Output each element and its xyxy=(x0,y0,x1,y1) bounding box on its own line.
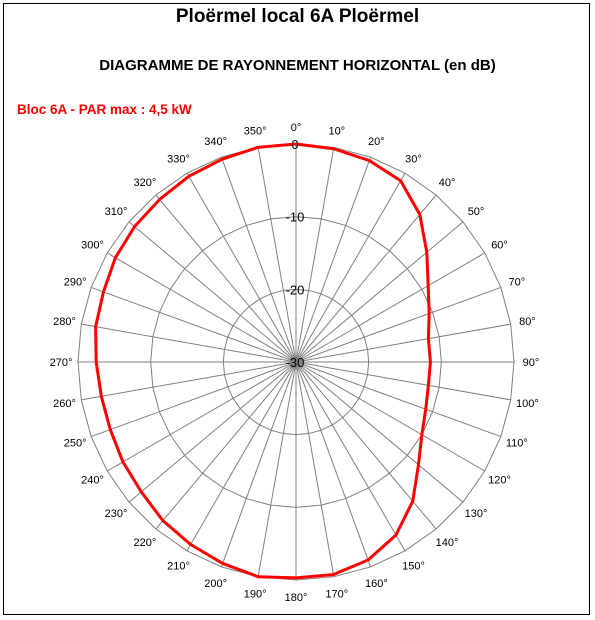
angle-tick-label: 320° xyxy=(133,176,157,189)
angle-tick-label: 110° xyxy=(505,437,528,450)
angle-tick-label: 120° xyxy=(488,474,511,487)
angle-tick-label: 160° xyxy=(364,577,388,590)
angle-tick-label: 130° xyxy=(464,508,488,521)
angle-tick-label: 230° xyxy=(104,508,128,521)
angle-tick-label: 10° xyxy=(328,125,346,138)
angle-tick-label: 140° xyxy=(435,537,459,550)
chart-subtitle: DIAGRAMME DE RAYONNEMENT HORIZONTAL (en dB) xyxy=(99,57,496,74)
angle-tick-label: 30° xyxy=(405,153,422,166)
angle-tick-label: 330° xyxy=(167,153,190,166)
series-legend-label: Bloc 6A - PAR max : 4,5 kW xyxy=(17,102,192,117)
angle-tick-label: 190° xyxy=(243,588,267,601)
angle-tick-label: 90° xyxy=(522,357,540,369)
radial-tick-label: 0 xyxy=(291,137,299,152)
angle-tick-label: 260° xyxy=(53,397,76,410)
angle-tick-label: 0° xyxy=(290,122,302,134)
radial-tick-label: -10 xyxy=(285,209,305,225)
radial-tick-label: -20 xyxy=(285,282,305,298)
angle-tick-label: 50° xyxy=(467,205,485,218)
angle-tick-label: 180° xyxy=(284,592,308,604)
angle-tick-label: 240° xyxy=(81,474,104,487)
angle-tick-label: 340° xyxy=(204,136,228,149)
angle-tick-label: 290° xyxy=(63,276,87,289)
angle-tick-label: 20° xyxy=(368,136,385,149)
angle-tick-label: 40° xyxy=(438,176,456,189)
ring-labels xyxy=(286,137,305,370)
angle-tick-label: 210° xyxy=(167,560,190,573)
angle-tick-label: 270° xyxy=(49,357,73,369)
angle-tick-label: 350° xyxy=(243,125,267,138)
angle-tick-label: 170° xyxy=(325,588,349,601)
series-layer xyxy=(96,144,431,578)
angle-tick-label: 150° xyxy=(402,560,425,573)
angle-tick-label: 310° xyxy=(104,205,128,218)
angle-tick-label: 280° xyxy=(53,316,76,329)
angle-tick-label: 70° xyxy=(508,276,526,289)
angle-tick-label: 300° xyxy=(81,239,104,252)
series-line xyxy=(96,144,431,578)
angle-tick-label: 80° xyxy=(519,316,536,329)
chart-title: Ploërmel local 6A Ploërmel xyxy=(175,6,420,27)
angle-tick-label: 100° xyxy=(516,397,539,410)
angle-tick-label: 200° xyxy=(204,577,228,590)
angle-tick-label: 220° xyxy=(133,537,157,550)
angle-tick-label: 60° xyxy=(491,239,508,252)
radial-tick-label: -30 xyxy=(285,355,305,370)
angle-tick-label: 250° xyxy=(63,437,87,450)
